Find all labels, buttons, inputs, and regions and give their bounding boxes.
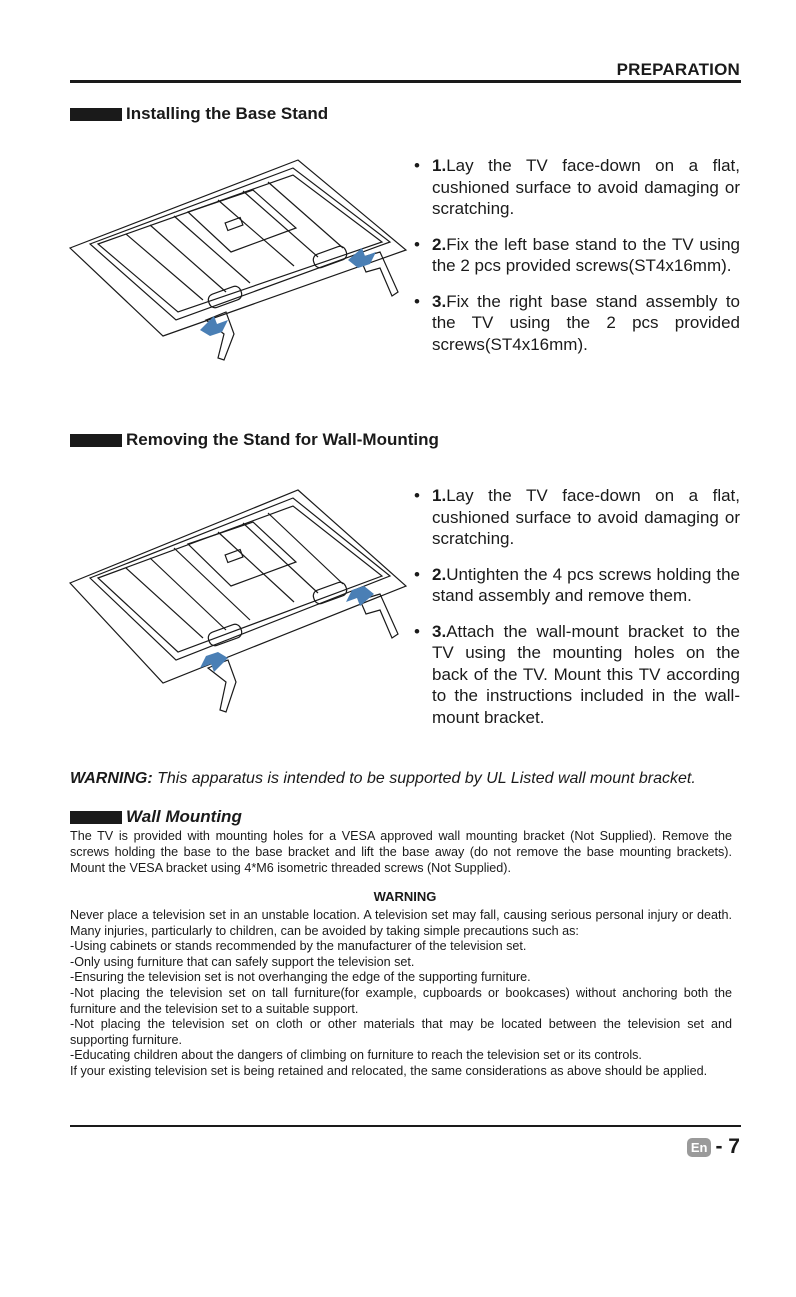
page-header-title: PREPARATION [616,60,740,79]
list-item [412,234,740,277]
section-installing-base-stand-heading [70,104,328,124]
list-item: -Not placing the television set on cloth or other materials that may be located between the television set and supporting furniture. [70,1017,732,1047]
warning-block-list [70,908,732,1080]
list-item: -Only using furniture that can safely support the television set. [70,954,415,969]
list-item: -Ensuring the television set is not overhanging the edge of the supporting furniture. [70,970,531,985]
step-number: 1. [432,486,447,505]
list-item [412,564,740,607]
list-item: -Educating children about the dangers of climbing on furniture to reach the television set or its controls. [70,1048,642,1063]
bullet-icon: • [414,621,420,641]
list-item [412,155,740,220]
heading-bar [70,434,122,447]
bullet-icon: • [414,291,420,311]
step-number: 2. [432,234,447,254]
step-text: Attach the wall-mount bracket to the TV using the mounting holes on the back of the TV. Mount this TV according to the instructions included in the wall-mount bracket. [432,621,740,727]
list-item: -Using cabinets or stands recommended by the manufacturer of the television set. [70,939,527,954]
list-item [412,621,740,729]
step-text: Lay the TV face-down on a flat, cushioned surface to avoid damaging or scratching. [432,486,740,548]
heading-bar [70,811,122,824]
step-number: 1. [432,156,447,175]
heading-bar [70,108,122,121]
header-rule [70,80,741,83]
step-number: 3. [432,291,447,311]
bullet-icon: • [414,486,420,505]
step-text: Fix the right base stand assembly to the TV using the 2 pcs provided screws(ST4x16mm). [432,291,740,354]
footer-rule [70,1125,741,1127]
tv-base-stand-install-illustration [68,140,408,370]
section-title: Wall Mounting [126,807,242,826]
section-removing-stand-heading [70,430,439,450]
page-number-text: - 7 [715,1135,740,1158]
step-text: Fix the left base stand to the TV using the 2 pcs provided screws(ST4x16mm). [432,234,740,275]
warning-block-title: WARNING [373,889,437,904]
section2-steps [412,485,740,742]
section-title: Installing the Base Stand [126,104,329,123]
warning-outro: If your existing television set is being retained and relocated, the same considerations as above should be applied. [70,1063,708,1078]
page-number [687,1135,740,1159]
section-title: Removing the Stand for Wall-Mounting [126,430,439,449]
step-number: 3. [432,621,447,641]
section1-steps [412,155,740,369]
warning-intro: Never place a television set in an unstable location. A television set may fall, causing serious personal injury or death. Many injuries, particularly to children, can be avoided by taking simple precautions such as: [70,908,732,938]
list-item [412,291,740,356]
language-badge: En [687,1138,712,1157]
tv-stand-removal-illustration [68,468,408,718]
section-wall-mounting-heading [70,807,242,827]
ul-warning [70,770,696,788]
list-item: -Not placing the television set on tall furniture(for example, cupboards or bookcases) without anchoring both the furniture and the television set to a suitable support. [70,985,732,1016]
step-text: Lay the TV face-down on a flat, cushioned surface to avoid damaging or scratching. [432,156,740,218]
warning-text: This apparatus is intended to be supported by UL Listed wall mount bracket. [152,770,696,787]
step-number: 2. [432,564,447,584]
list-item [412,485,740,550]
bullet-icon: • [414,156,420,175]
wall-mounting-body: The TV is provided with mounting holes for a VESA approved wall mounting bracket (Not Supplied). Remove the screws holding the base to the base bracket and lift the base away (do not remove the base mounting brackets). Mount the VESA bracket using 4*M6 isometric threaded screws (Not Supplied). [70,829,732,875]
bullet-icon: • [414,234,420,254]
bullet-icon: • [414,564,420,584]
step-text: Untighten the 4 pcs screws holding the stand assembly and remove them. [432,564,740,605]
warning-label: WARNING: [70,770,153,787]
